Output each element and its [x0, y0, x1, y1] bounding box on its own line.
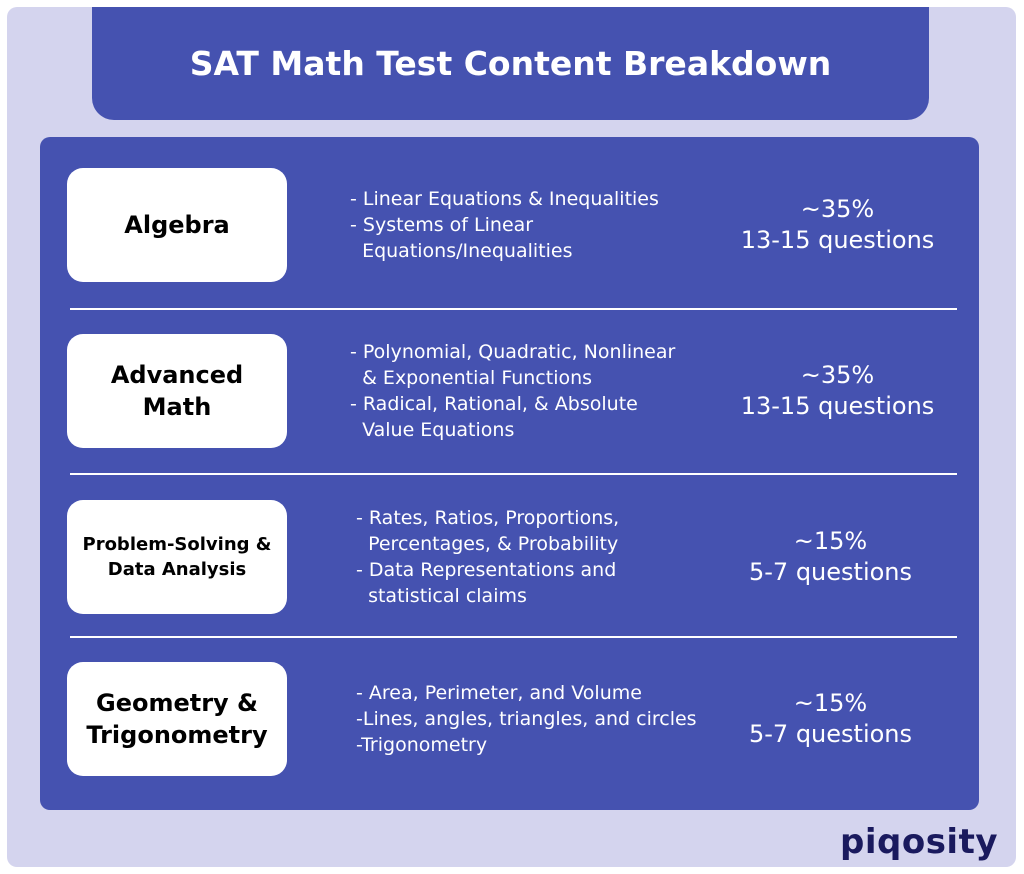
table-row: [40, 662, 979, 776]
category-card: Problem-Solving & Data Analysis: [67, 500, 287, 614]
topic-list: [350, 168, 659, 282]
stats: [730, 334, 945, 448]
topic-item: statistical claims: [356, 585, 527, 607]
topic-item: Value Equations: [350, 419, 515, 441]
question-count: 5-7 questions: [748, 720, 913, 748]
topic-item: - Systems of Linear: [350, 214, 534, 236]
page-title: SAT Math Test Content Breakdown: [189, 44, 832, 83]
question-count: 5-7 questions: [748, 558, 913, 586]
topic-item: - Area, Perimeter, and Volume: [356, 682, 642, 704]
topic-item: - Data Representations and: [356, 559, 617, 581]
percent: ~15%: [793, 527, 868, 555]
divider: [70, 636, 957, 638]
topic-item: Percentages, & Probability: [356, 533, 619, 555]
stats: [723, 662, 938, 776]
percent: ~35%: [800, 361, 875, 389]
table-row: [40, 168, 979, 282]
topic-item: - Polynomial, Quadratic, Nonlinear: [350, 341, 676, 363]
topic-item: & Exponential Functions: [350, 367, 593, 389]
topic-item: -Trigonometry: [356, 734, 488, 756]
stats: [730, 168, 945, 282]
stats: [723, 500, 938, 614]
topic-list: [356, 662, 697, 776]
topic-item: - Radical, Rational, & Absolute: [350, 393, 638, 415]
divider: [70, 473, 957, 475]
title-banner: [92, 7, 929, 120]
divider: [70, 308, 957, 310]
percent: ~15%: [793, 689, 868, 717]
percent: ~35%: [800, 195, 875, 223]
topic-item: -Lines, angles, triangles, and circles: [356, 708, 697, 730]
piqosity-logo: piqosity: [840, 822, 998, 862]
table-row: [40, 500, 979, 614]
table-row: [40, 334, 979, 448]
category-card: Advanced Math: [67, 334, 287, 448]
category-card: Algebra: [67, 168, 287, 282]
topic-item: Equations/Inequalities: [350, 240, 573, 262]
topic-list: [350, 334, 675, 448]
question-count: 13-15 questions: [740, 226, 935, 254]
topic-item: - Rates, Ratios, Proportions,: [356, 507, 620, 529]
question-count: 13-15 questions: [740, 392, 935, 420]
content-table: [40, 137, 979, 810]
topic-item: - Linear Equations & Inequalities: [350, 188, 659, 210]
category-card: Geometry & Trigonometry: [67, 662, 287, 776]
topic-list: [356, 500, 619, 614]
